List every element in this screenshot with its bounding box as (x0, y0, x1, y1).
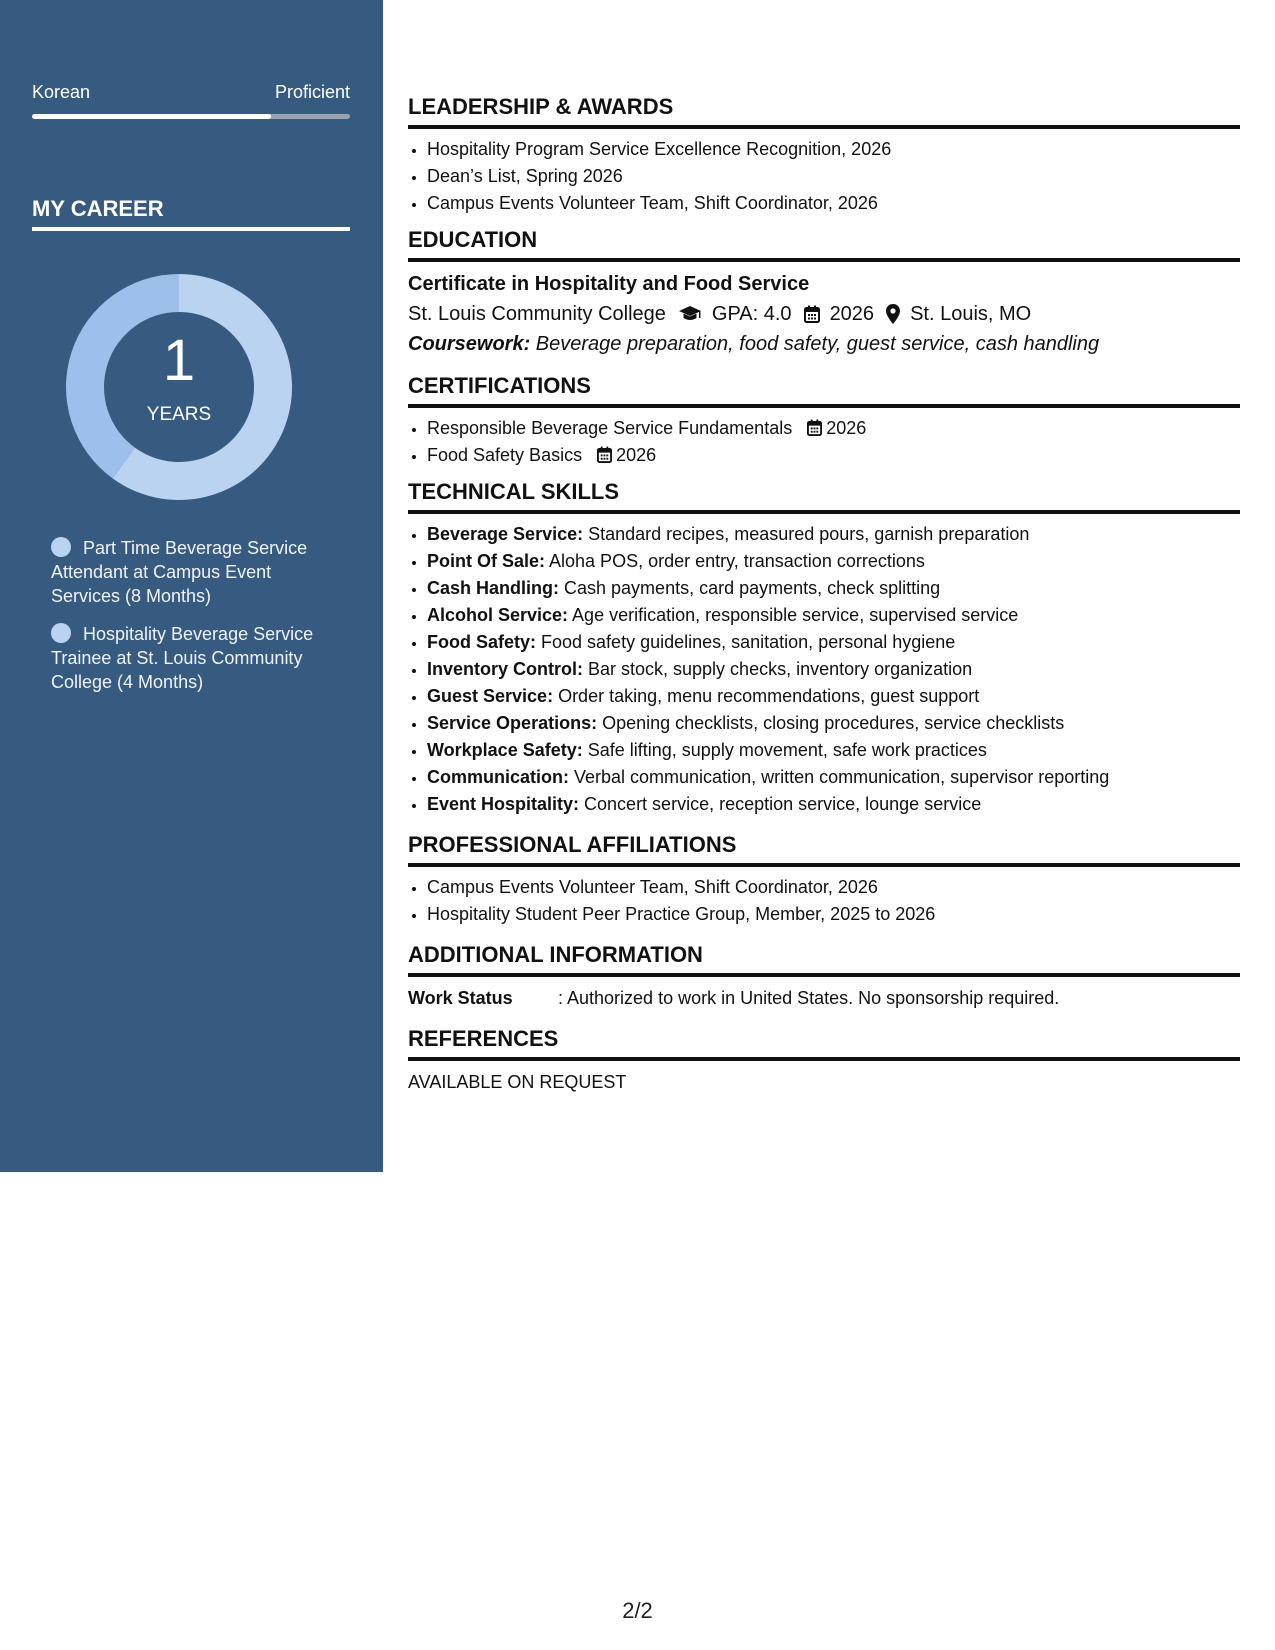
list-item (427, 442, 1240, 469)
certification-name: Food Safety Basics (427, 445, 583, 465)
page-number: 2/2 (622, 1598, 653, 1623)
list-item (427, 791, 1240, 818)
career-item-text: Part Time Beverage Service Attendant at Campus Event Services (8 Months) (51, 538, 308, 606)
sidebar (0, 0, 383, 1172)
list-item: • Campus Events Volunteer Team, Shift Coordinator, 2026 (427, 874, 1240, 901)
education-gpa: GPA: 4.0 (711, 303, 792, 325)
skill-label: Point Of Sale: (427, 551, 546, 571)
certifications-section (408, 373, 1240, 469)
work-status-value: : Authorized to work in United States. No sponsorship required. (558, 988, 1060, 1008)
career-item-text: Hospitality Beverage Service Trainee at St. Louis Community College (4 Months) (51, 624, 314, 692)
coursework-label: Coursework: (408, 333, 531, 355)
list-item: • Campus Events Volunteer Team, Shift Coordinator, 2026 (427, 190, 1240, 217)
skill-label: Communication: (427, 767, 569, 787)
skills-title: TECHNICAL SKILLS (408, 479, 1240, 514)
certifications-list (408, 415, 1240, 469)
list-item (427, 764, 1240, 791)
affiliations-list (408, 874, 1240, 928)
skill-text: Concert service, reception service, lounge service (579, 794, 982, 814)
education-title: EDUCATION (408, 227, 1240, 262)
language-row (32, 82, 350, 103)
skills-list (408, 521, 1240, 818)
skill-text: Standard recipes, measured pours, garnish preparation (583, 524, 1030, 544)
work-status-label: Work Status (408, 988, 513, 1008)
education-year: 2026 (829, 303, 875, 325)
career-list (51, 536, 341, 708)
certification-name: Responsible Beverage Service Fundamentals (427, 418, 793, 438)
skill-text: Bar stock, supply checks, inventory organization (583, 659, 973, 679)
leadership-title: LEADERSHIP & AWARDS (408, 94, 1240, 129)
list-item (427, 629, 1240, 656)
affiliations-title: PROFESSIONAL AFFILIATIONS (408, 832, 1240, 867)
skill-label: Event Hospitality: (427, 794, 580, 814)
career-item (51, 536, 341, 608)
list-item (427, 683, 1240, 710)
skill-label: Alcohol Service: (427, 605, 569, 625)
leadership-list (408, 136, 1240, 217)
skills-section (408, 479, 1240, 818)
list-item (427, 602, 1240, 629)
list-item (427, 415, 1240, 442)
list-item: • Dean’s List, Spring 2026 (427, 163, 1240, 190)
career-heading: MY CAREER (32, 196, 350, 231)
language-level: Proficient (274, 82, 350, 102)
work-status-row (408, 984, 1240, 1012)
skill-text: Food safety guidelines, sanitation, personal hygiene (536, 632, 956, 652)
education-location: St. Louis, MO (910, 303, 1032, 325)
certification-year: 2026 (616, 445, 657, 465)
career-dot-icon (51, 623, 71, 643)
calendar-icon (807, 419, 822, 436)
additional-section (408, 942, 1240, 1012)
skill-label: Inventory Control: (427, 659, 583, 679)
skill-label: Guest Service: (427, 686, 554, 706)
skill-text: Safe lifting, supply movement, safe work practices (582, 740, 987, 760)
career-dot-icon (51, 537, 71, 557)
graduation-cap-icon (678, 305, 702, 323)
education-school: St. Louis Community College (408, 303, 666, 325)
list-item (427, 710, 1240, 737)
main-content (408, 94, 1240, 1106)
coursework-text: Beverage preparation, food safety, guest service, cash handling (530, 333, 1100, 355)
references-title: REFERENCES (408, 1026, 1240, 1061)
certifications-title: CERTIFICATIONS (408, 373, 1240, 408)
certification-year: 2026 (826, 418, 867, 438)
skill-label: Food Safety: (427, 632, 537, 652)
skill-label: Workplace Safety: (427, 740, 583, 760)
skill-text: Verbal communication, written communication, supervisor reporting (569, 767, 1110, 787)
career-years-number: 1 (162, 328, 196, 393)
affiliations-section (408, 832, 1240, 928)
skill-label: Beverage Service: (427, 524, 584, 544)
career-years-unit: YEARS (146, 404, 212, 425)
skill-text: Age verification, responsible service, supervised service (568, 605, 1019, 625)
list-item: • Hospitality Student Peer Practice Group, Member, 2025 to 2026 (427, 901, 1240, 928)
calendar-icon (597, 446, 612, 463)
references-section (408, 1026, 1240, 1096)
list-item (427, 521, 1240, 548)
list-item (427, 575, 1240, 602)
skill-text: Cash payments, card payments, check splitting (559, 578, 941, 598)
skill-text: Order taking, menu recommendations, guest support (553, 686, 980, 706)
language-name: Korean (32, 82, 91, 102)
education-meta (408, 299, 1240, 329)
language-proficiency-fill (32, 114, 271, 119)
list-item: • Hospitality Program Service Excellence Recognition, 2026 (427, 136, 1240, 163)
skill-label: Service Operations: (427, 713, 598, 733)
career-item (51, 622, 341, 694)
list-item (427, 656, 1240, 683)
education-coursework (408, 329, 1240, 359)
list-item (427, 548, 1240, 575)
education-degree: Certificate in Hospitality and Food Service (408, 273, 810, 295)
education-section (408, 227, 1240, 359)
skill-label: Cash Handling: (427, 578, 560, 598)
skill-text: Opening checklists, closing procedures, service checklists (597, 713, 1065, 733)
references-text: AVAILABLE ON REQUEST (408, 1072, 627, 1092)
additional-title: ADDITIONAL INFORMATION (408, 942, 1240, 977)
leadership-section (408, 94, 1240, 217)
calendar-icon (804, 305, 820, 323)
language-proficiency-bar (32, 114, 350, 119)
location-pin-icon (886, 304, 900, 324)
career-years-donut (66, 274, 292, 500)
list-item (427, 737, 1240, 764)
skill-text: Aloha POS, order entry, transaction corrections (545, 551, 925, 571)
